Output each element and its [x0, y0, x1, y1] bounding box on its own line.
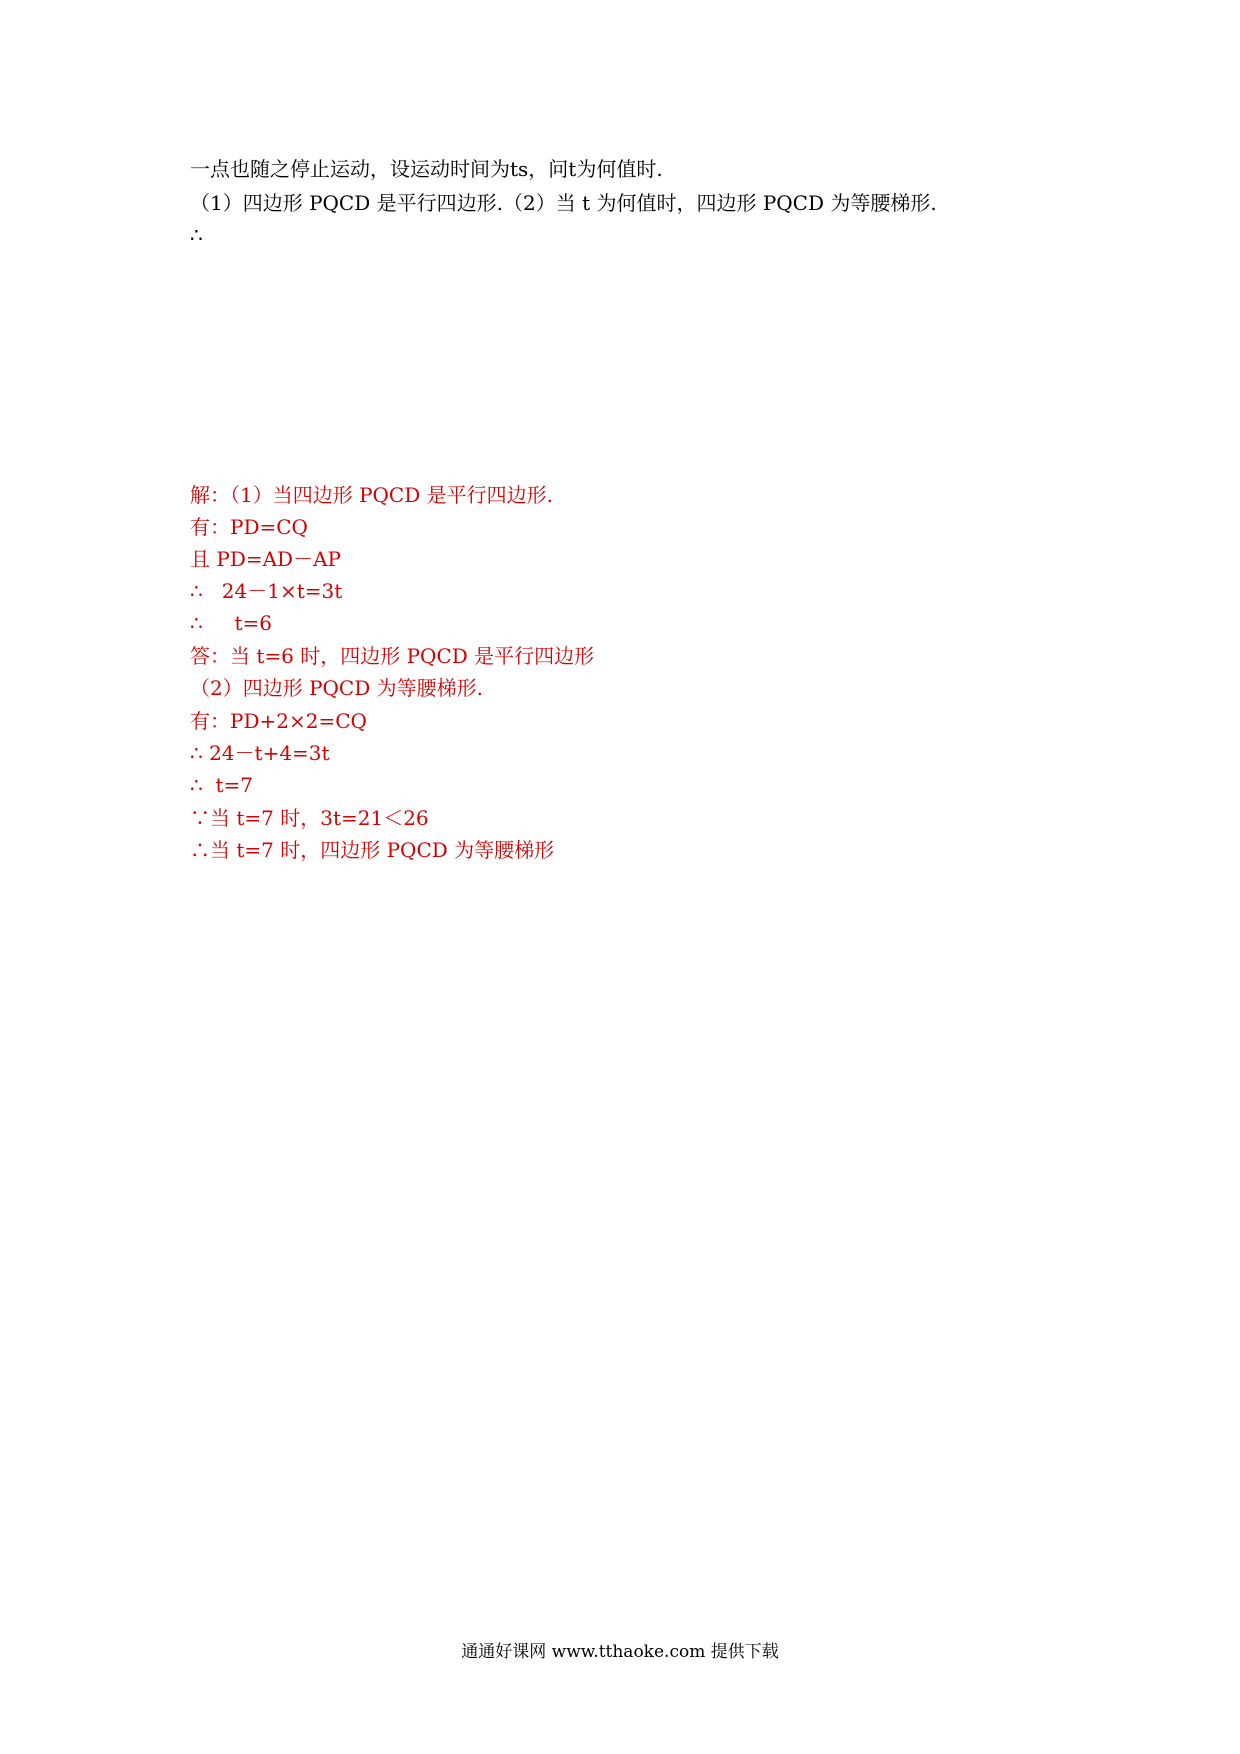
question-line-1: 一点也随之停止运动，设运动时间为ts，问t为何值时.: [190, 157, 663, 181]
answer-line-10: ∴ t=7: [190, 773, 253, 797]
answer-line-9: ∴ 24－t+4=3t: [190, 741, 330, 765]
answer-line-3: 且 PD=AD－AP: [190, 547, 341, 571]
trapezoid-diagram: [700, 262, 990, 462]
answer-line-6: 答：当 t=6 时，四边形 PQCD 是平行四边形: [190, 644, 595, 668]
question-line-3: ∴: [190, 223, 203, 247]
question-line-2: （1）四边形 PQCD 是平行四边形.（2）当 t 为何值时，四边形 PQCD 为等腰梯形.: [190, 191, 937, 215]
answer-line-1: 解：（1）当四边形 PQCD 是平行四边形.: [190, 483, 553, 507]
answer-line-12: ∴当 t=7 时，四边形 PQCD 为等腰梯形: [190, 838, 555, 862]
answer-line-4: ∴ 24－1×t=3t: [190, 579, 343, 603]
answer-line-5: ∴ t=6: [190, 611, 273, 635]
answer-line-8: 有：PD+2×2=CQ: [190, 709, 367, 733]
answer-line-11: ∵当 t=7 时，3t=21＜26: [190, 806, 429, 830]
page-footer: 通通好课网 www.tthaoke.com 提供下载: [461, 1642, 779, 1662]
answer-line-7: （2）四边形 PQCD 为等腰梯形.: [190, 676, 483, 700]
answer-line-2: 有：PD=CQ: [190, 515, 308, 539]
